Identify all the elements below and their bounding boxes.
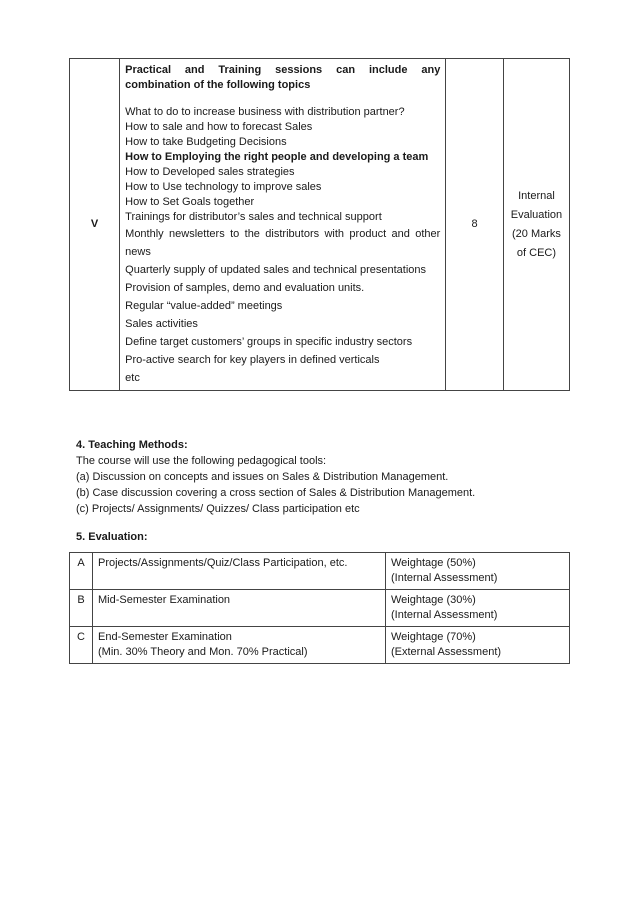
evaluation-section [76, 529, 576, 545]
row-code: B [70, 590, 93, 627]
method-item: (b) Case discussion covering a cross section of Sales & Distribution Management. [76, 487, 476, 499]
row-code: A [70, 553, 93, 590]
topic-item: How to Set Goals together [125, 196, 255, 208]
topics-heading: Practical and Training sessions can include any combination of the following topics [125, 64, 441, 91]
topic-item: Trainings for distributor’s sales and technical support [125, 211, 382, 223]
row-description [93, 590, 386, 627]
row-code: C [70, 627, 93, 664]
description-line: (Min. 30% Theory and Mon. 70% Practical) [98, 646, 308, 658]
weightage-line: Weightage (50%) [391, 557, 476, 569]
activity-item: Define target customers’ groups in specific industry sectors [125, 336, 413, 348]
evaluation-line: Evaluation [510, 208, 563, 221]
module-row [70, 59, 570, 391]
activity-item: Pro-active search for key players in defined verticals [125, 354, 380, 366]
evaluation-line: Internal [518, 189, 555, 202]
evaluation-line: of CEC) [516, 246, 557, 259]
weightage-line: (External Assessment) [391, 646, 502, 658]
evaluation-row [70, 553, 570, 590]
weightage-line: (Internal Assessment) [391, 609, 498, 621]
topic-item: How to Developed sales strategies [125, 166, 295, 178]
unit-cell: V [70, 59, 120, 391]
description-line: End-Semester Examination [98, 631, 232, 643]
row-weightage [386, 627, 570, 664]
weightage-line: Weightage (30%) [391, 594, 476, 606]
evaluation-row [70, 627, 570, 664]
topics-cell [120, 59, 446, 391]
evaluation-row [70, 590, 570, 627]
topic-item: How to sale and how to forecast Sales [125, 121, 313, 133]
section-intro: The course will use the following pedagogical tools: [76, 455, 327, 467]
weightage-line: Weightage (70%) [391, 631, 476, 643]
topic-item: How to Employing the right people and developing a team [125, 151, 429, 163]
activity-item: Monthly newsletters to the distributors with product and other news [125, 228, 441, 258]
topic-item: How to take Budgeting Decisions [125, 136, 287, 148]
weightage-line: (Internal Assessment) [391, 572, 498, 584]
teaching-methods-section [76, 437, 576, 517]
topic-item: What to do to increase business with distribution partner? [125, 106, 405, 118]
description-line: Mid-Semester Examination [98, 594, 231, 606]
module-table [69, 58, 570, 391]
row-weightage [386, 590, 570, 627]
evaluation-line: (20 Marks [512, 227, 561, 240]
evaluation-cell [503, 59, 569, 391]
hours-cell: 8 [446, 59, 504, 391]
activity-item: Quarterly supply of updated sales and technical presentations [125, 264, 427, 276]
row-description [93, 627, 386, 664]
activity-item: Sales activities [125, 318, 198, 330]
method-item: (c) Projects/ Assignments/ Quizzes/ Class participation etc [76, 503, 360, 515]
row-weightage [386, 553, 570, 590]
topic-item: How to Use technology to improve sales [125, 181, 322, 193]
activity-item: etc [125, 372, 140, 384]
activity-item: Regular “value-added” meetings [125, 300, 283, 312]
section-title: 5. Evaluation: [76, 531, 148, 543]
method-item: (a) Discussion on concepts and issues on Sales & Distribution Management. [76, 471, 449, 483]
evaluation-table [69, 552, 570, 664]
activity-item: Provision of samples, demo and evaluation units. [125, 282, 365, 294]
section-title: 4. Teaching Methods: [76, 439, 188, 451]
description-line: Projects/Assignments/Quiz/Class Participation, etc. [98, 557, 348, 569]
row-description [93, 553, 386, 590]
